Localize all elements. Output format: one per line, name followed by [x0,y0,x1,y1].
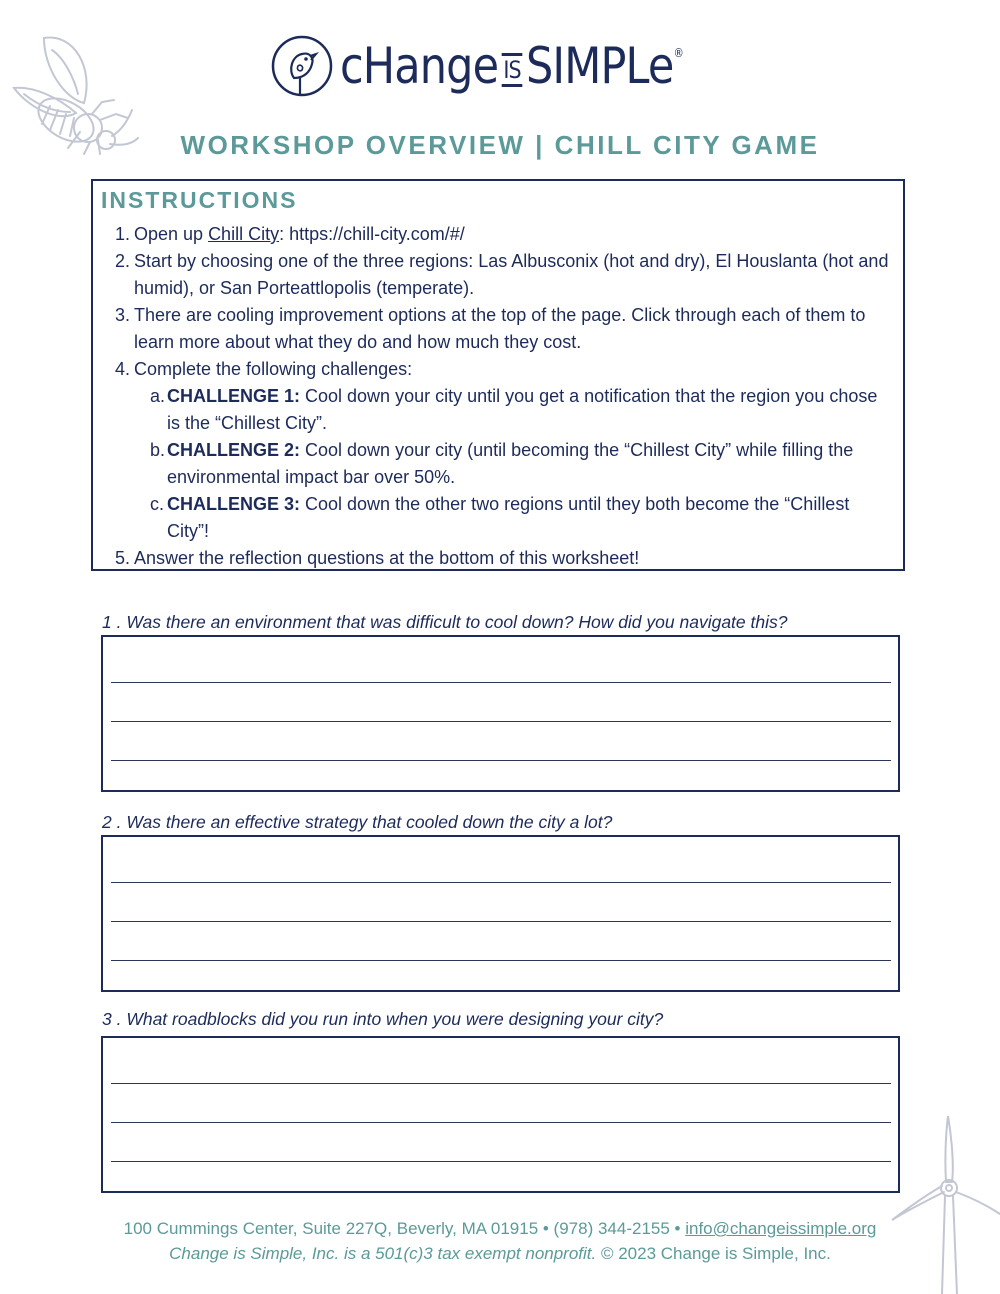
challenge-text: Cool down your city (until becoming the “Chillest City” while filling the environmental impact bar over 50%. [167,440,854,487]
answer-box-1[interactable] [101,635,900,792]
footer-copyright: © 2023 Change is Simple, Inc. [596,1244,831,1263]
step-text: Open up [134,224,209,244]
question-3: 3 . What roadblocks did you run into when you were designing your city? [102,1009,664,1029]
answer-box-3[interactable] [101,1036,900,1193]
registered-mark: ® [673,46,683,60]
answer-line [111,1161,891,1162]
challenge-3 [93,491,903,545]
step-number: 3. [115,305,131,325]
challenge-letter: c. [150,494,165,514]
answer-line [111,882,891,883]
challenge-2 [93,437,903,491]
step-text: Complete the following challenges: [134,359,413,379]
change-is-simple-logo [270,30,739,102]
logo-word-change: cHange [340,37,499,95]
step-1 [93,221,903,248]
step-text: Answer the reflection questions at the bottom of this worksheet! [134,548,640,568]
step-number: 5. [115,548,131,568]
chill-city-url: : https://chill-city.com/#/ [279,224,465,244]
step-number: 2. [115,251,131,271]
step-number: 4. [115,359,131,379]
answer-box-2[interactable] [101,835,900,992]
instruction-steps [93,221,903,572]
question-2: 2 . Was there an effective strategy that cooled down the city a lot? [102,812,613,832]
step-4 [93,356,903,383]
challenge-label: CHALLENGE 1: [167,386,301,406]
answer-line [111,760,891,761]
logo-word-simple: SIMPLe [525,37,674,95]
step-text: Start by choosing one of the three regions: Las Albusconix (hot and dry), El Houslanta (hot and humid), or San Porteattlopolis (temperate). [134,251,889,298]
answer-line [111,960,891,961]
challenge-label: CHALLENGE 2: [167,440,301,460]
footer-contact [0,1219,1000,1239]
answer-line [111,1122,891,1123]
answer-line [111,921,891,922]
challenge-1 [93,383,903,437]
instructions-box [91,179,905,571]
answer-line [111,1083,891,1084]
challenge-label: CHALLENGE 3: [167,494,301,514]
logo-word-is: IS [502,53,523,87]
challenge-text: Cool down your city until you get a notification that the region you chose is the “Chillest City”. [167,386,878,433]
logo-wordmark [340,37,683,95]
question-1: 1 . Was there an environment that was difficult to cool down? How did you navigate this? [102,612,788,632]
challenge-letter: a. [150,386,166,406]
footer-address: 100 Cummings Center, Suite 227Q, Beverly, MA 01915 • (978) 344-2155 • [123,1219,686,1238]
wind-turbine-illustration-icon [888,1110,1000,1294]
step-3 [93,302,903,356]
instructions-heading: INSTRUCTIONS [101,187,298,213]
challenge-letter: b. [150,440,166,460]
step-text: There are cooling improvement options at the top of the page. Click through each of them to learn more about what they do and how much they cost. [134,305,866,352]
answer-line [111,721,891,722]
footer-email-link[interactable]: info@changeissimple.org [685,1219,877,1238]
chill-city-link[interactable]: Chill City [208,224,280,244]
answer-line [111,682,891,683]
footer-legal [0,1244,1000,1264]
step-5 [93,545,903,572]
step-number: 1. [115,224,131,244]
bird-badge-icon [270,34,334,98]
challenge-text: Cool down the other two regions until they both become the “Chillest City”! [167,494,850,541]
step-2 [93,248,903,302]
footer-nonprofit: Change is Simple, Inc. is a 501(c)3 tax exempt nonprofit. [169,1244,597,1263]
page-title: WORKSHOP OVERVIEW | CHILL CITY GAME [180,130,820,160]
